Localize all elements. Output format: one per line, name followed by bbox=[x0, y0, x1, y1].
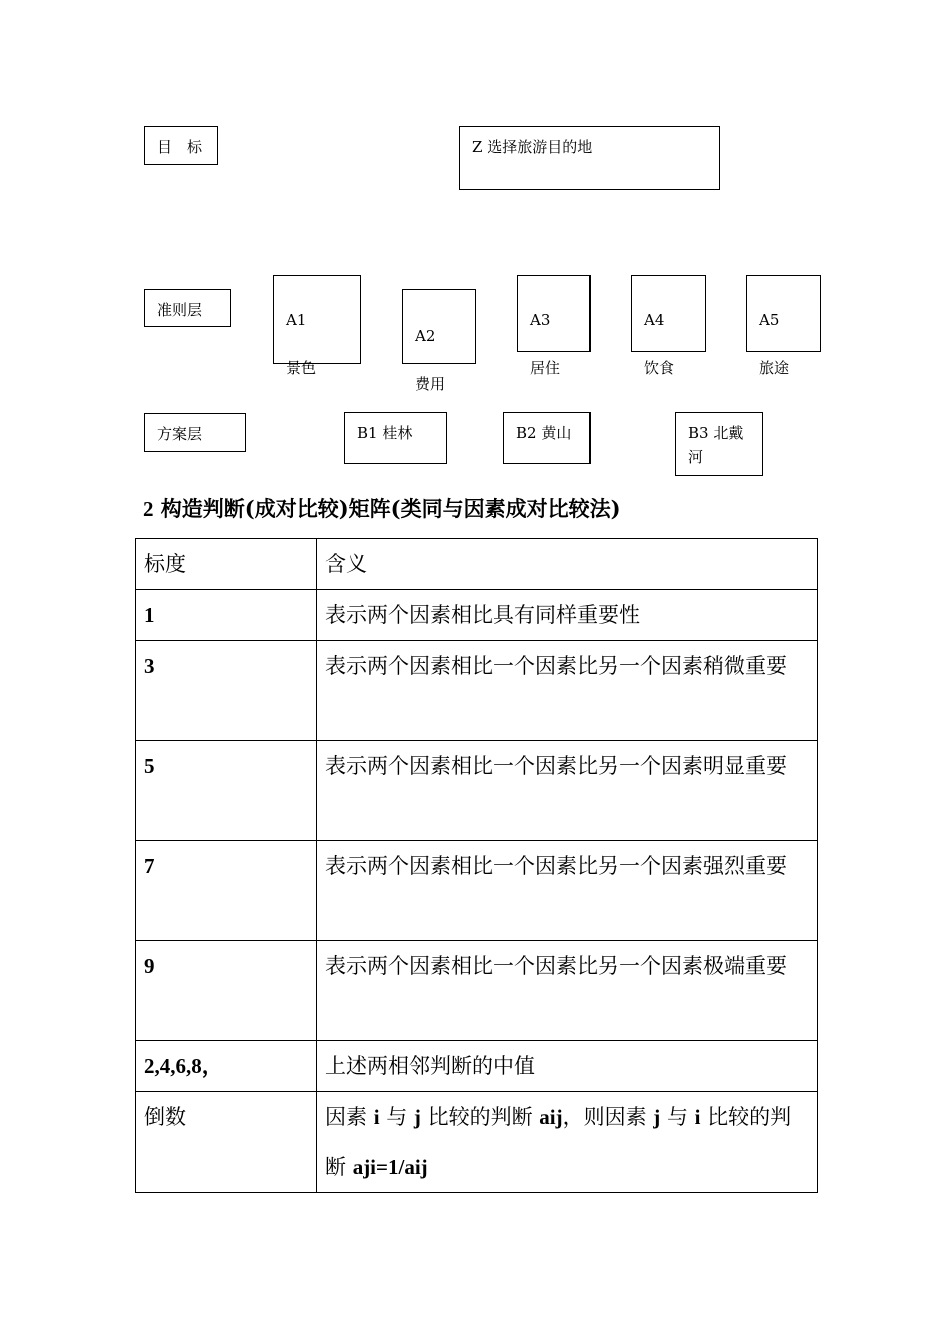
criteria-node-name: 景色 bbox=[286, 359, 317, 377]
criteria-node-a2 bbox=[402, 289, 476, 393]
variable: j bbox=[653, 1105, 661, 1129]
alternatives-layer-label: 方案层 bbox=[144, 413, 246, 452]
meaning-cell: 表示两个因素相比具有同样重要性 bbox=[317, 590, 818, 641]
header-meaning: 含义 bbox=[317, 539, 818, 590]
table-row bbox=[136, 941, 818, 1041]
text-run: 比较的判断 bbox=[420, 1105, 540, 1129]
text-run: 与 bbox=[660, 1105, 695, 1129]
criteria-node-a1 bbox=[273, 275, 361, 377]
scale-table bbox=[135, 538, 818, 1193]
scale-cell: 9 bbox=[136, 941, 317, 1041]
table-row bbox=[136, 1041, 818, 1092]
scale-cell: 5 bbox=[136, 741, 317, 841]
table-row bbox=[136, 1092, 818, 1193]
meaning-cell: 表示两个因素相比一个因素比另一个因素稍微重要 bbox=[317, 641, 818, 741]
scale-cell: 3 bbox=[136, 641, 317, 741]
alternative-node-b3: B3 北戴 河 bbox=[675, 412, 763, 476]
criteria-node-code: A4 bbox=[644, 311, 665, 329]
criteria-node-a5 bbox=[746, 275, 821, 377]
goal-node: Z 选择旅游目的地 bbox=[459, 126, 720, 190]
meaning-cell: 表示两个因素相比一个因素比另一个因素强烈重要 bbox=[317, 841, 818, 941]
criteria-node-code: A5 bbox=[759, 311, 780, 329]
table-row bbox=[136, 841, 818, 941]
scale-cell: 7 bbox=[136, 841, 317, 941]
criteria-node-name: 饮食 bbox=[644, 359, 675, 377]
alternative-node-b2: B2 黄山 bbox=[503, 412, 591, 464]
text-run: ，则因素 bbox=[562, 1105, 654, 1129]
text-run: 因素 bbox=[325, 1105, 374, 1129]
criteria-node-code: A1 bbox=[286, 311, 307, 329]
scale-cell: 1 bbox=[136, 590, 317, 641]
variable: i bbox=[373, 1105, 380, 1129]
criteria-layer-label: 准则层 bbox=[144, 289, 231, 327]
criteria-node-code: A2 bbox=[415, 327, 436, 345]
meaning-cell: 表示两个因素相比一个因素比另一个因素明显重要 bbox=[317, 741, 818, 841]
meaning-cell: 上述两相邻判断的中值 bbox=[317, 1041, 818, 1092]
criteria-node-name: 居住 bbox=[530, 359, 561, 377]
criteria-node-code: A3 bbox=[530, 311, 551, 329]
variable: i bbox=[694, 1105, 701, 1129]
scale-cell: 倒数 bbox=[136, 1092, 317, 1193]
text-run: 与 bbox=[379, 1105, 414, 1129]
section-number: 2 bbox=[143, 497, 154, 521]
table-row bbox=[136, 741, 818, 841]
variable: aij bbox=[539, 1105, 563, 1129]
criteria-node-a3 bbox=[517, 275, 591, 377]
meaning-cell bbox=[317, 1092, 818, 1193]
table-row bbox=[136, 590, 818, 641]
table-header-row bbox=[136, 539, 818, 590]
variable: j bbox=[413, 1105, 421, 1129]
meaning-cell: 表示两个因素相比一个因素比另一个因素极端重要 bbox=[317, 941, 818, 1041]
variable: aji=1/aij bbox=[352, 1155, 428, 1179]
scale-cell: 2,4,6,8， bbox=[136, 1041, 317, 1092]
text-run: 比较的判断 bbox=[325, 1105, 792, 1179]
criteria-node-name: 费用 bbox=[415, 375, 446, 393]
alternative-node-b1: B1 桂林 bbox=[344, 412, 447, 464]
table-row bbox=[136, 641, 818, 741]
criteria-node-name: 旅途 bbox=[759, 359, 790, 377]
goal-layer-label: 目 标 bbox=[144, 126, 218, 165]
criteria-node-a4 bbox=[631, 275, 706, 377]
section-heading bbox=[143, 494, 621, 524]
header-scale: 标度 bbox=[136, 539, 317, 590]
section-title: 构造判断(成对比较)矩阵(类同与因素成对比较法) bbox=[153, 496, 621, 521]
